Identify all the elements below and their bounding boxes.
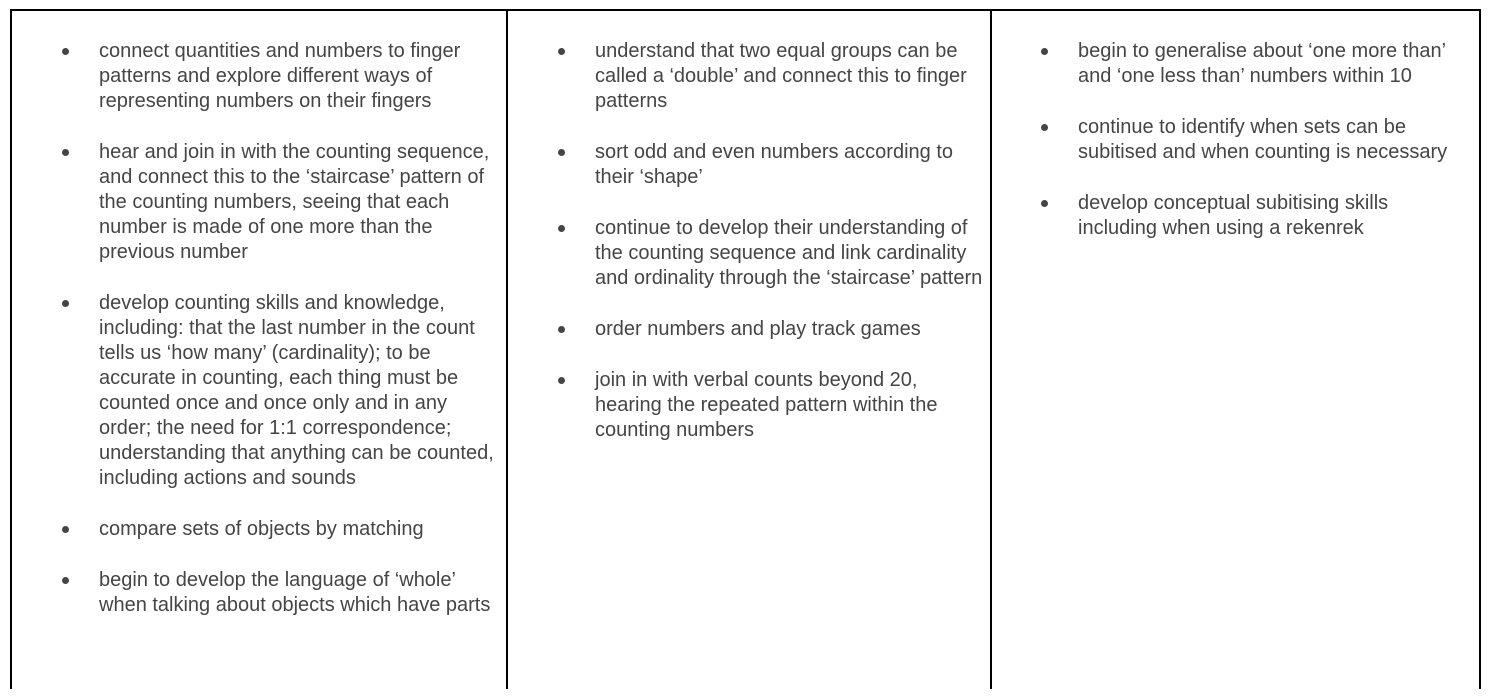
list-item: begin to develop the language of ‘whole’ when talking about objects which have parts [99,568,498,618]
list-item: continue to identify when sets can be subitised and when counting is necessary [1078,115,1471,165]
bullet-list [992,11,1479,241]
bullet-list [12,11,506,618]
list-item: connect quantities and numbers to finger patterns and explore different ways of representing numbers on their fingers [99,39,498,114]
list-item: sort odd and even numbers according to their ‘shape’ [595,140,984,190]
objectives-table [10,9,1481,689]
list-item: continue to develop their understanding of the counting sequence and link cardinality and ordinality through the ‘staircase’ pattern [595,217,983,289]
list-item: begin to generalise about ‘one more than’ and ‘one less than’ numbers within 10 [1078,39,1471,89]
list-item: compare sets of objects by matching [99,517,498,542]
list-item: develop counting skills and knowledge, including: that the last number in the count tells us ‘how many’ (cardinality); to be accurate in counting, each thing must be counted once and once only and in any order; the need for 1:1 correspondence; understanding that anything can be counted, including actions and sounds [99,291,498,491]
table-column-3 [992,11,1479,689]
table-column-1 [12,11,508,689]
list-item: hear and join in with the counting sequence, and connect this to the ‘staircase’ pattern of the counting numbers, seeing that each number is made of one more than the previous number [99,140,498,265]
list-item: develop conceptual subitising skills including when using a rekenrek [1078,191,1471,241]
list-item: order numbers and play track games [595,317,984,342]
table-column-2 [508,11,992,689]
bullet-list [508,11,990,443]
list-item: join in with verbal counts beyond 20, hearing the repeated pattern within the counting numbers [595,368,984,443]
list-item: understand that two equal groups can be called a ‘double’ and connect this to finger patterns [595,39,984,114]
